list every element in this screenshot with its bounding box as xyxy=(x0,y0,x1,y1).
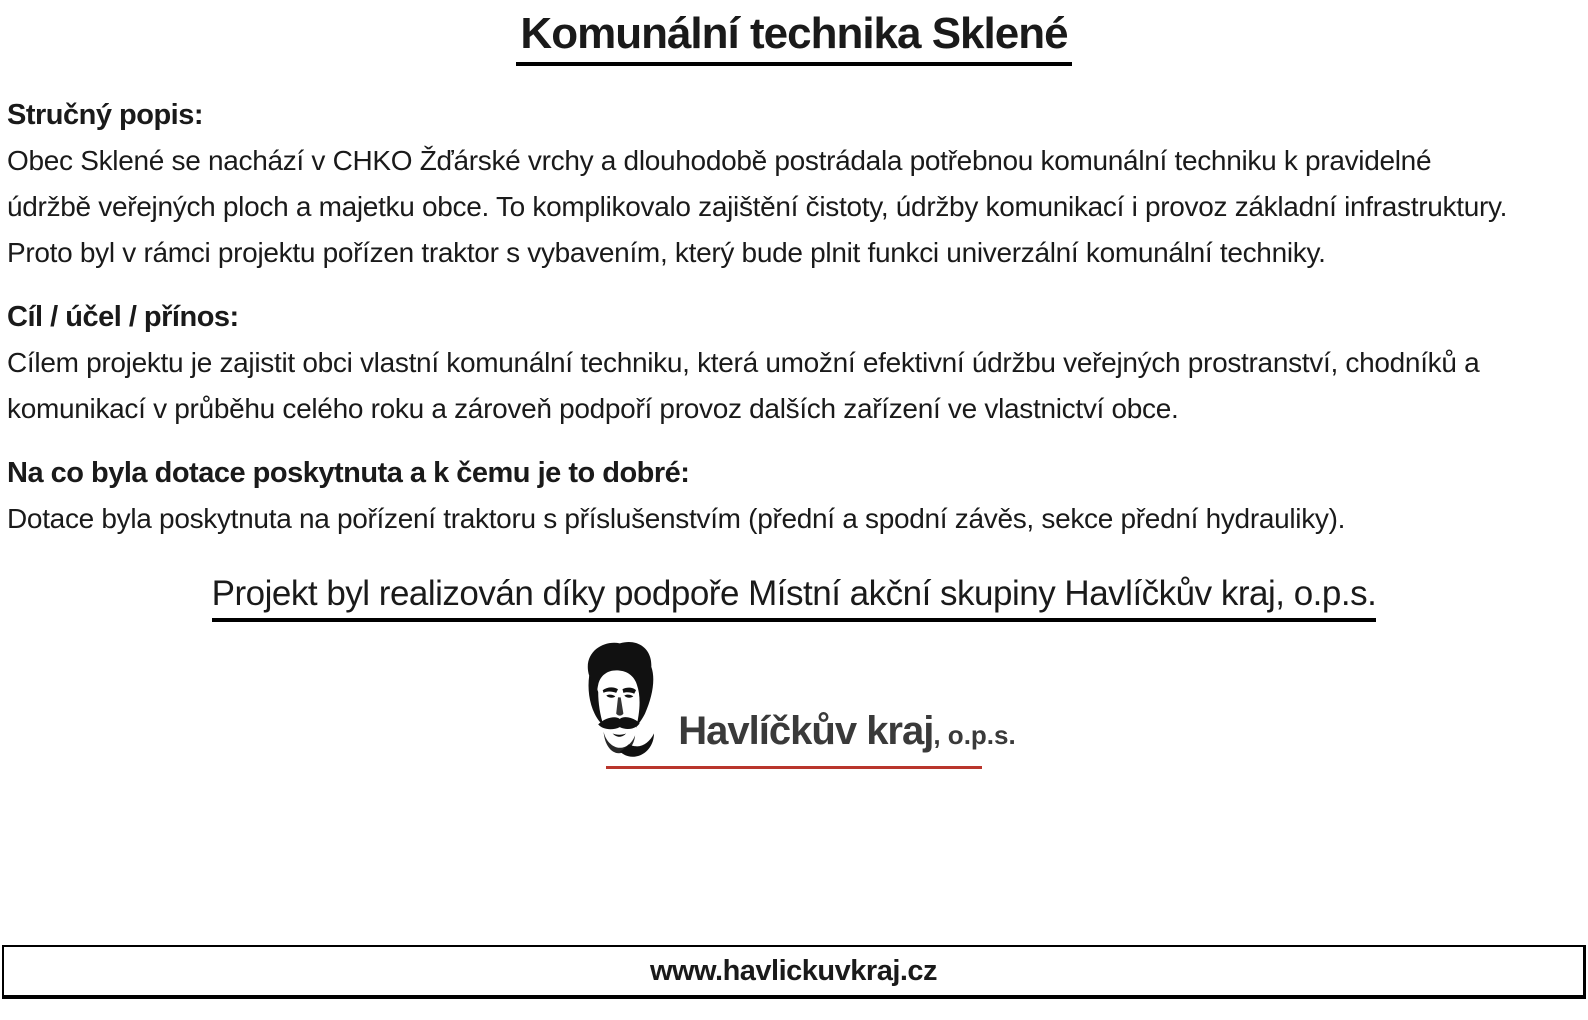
section-heading: Stručný popis: xyxy=(7,99,204,132)
logo-name: Havlíčkův kraj xyxy=(678,708,934,753)
section-cil-ucel-prinos xyxy=(7,294,1522,432)
section-heading: Cíl / účel / přínos: xyxy=(7,301,239,334)
section-strucny-popis xyxy=(7,92,1522,276)
logo-wordmark xyxy=(678,709,1015,764)
footer-website-url: www.havlickuvkraj.cz xyxy=(649,954,938,987)
section-heading: Na co byla dotace poskytnuta a k čemu je to dobré: xyxy=(7,457,690,490)
section-dotace xyxy=(7,450,1522,542)
havlicek-portrait-icon xyxy=(572,638,664,764)
logo-red-underline xyxy=(606,766,982,769)
page-title: Komunální technika Sklené xyxy=(516,10,1071,66)
support-area xyxy=(0,574,1588,621)
title-area xyxy=(0,10,1588,66)
logo-row xyxy=(572,638,1015,764)
section-paragraph: Cílem projektu je zajistit obci vlastní komunální techniku, která umožní efektivní údržbu veřejných prostranství, chodníků a komunikací v průběhu celého roku a zároveň podpoří provoz dalších zařízení ve vlastnictví obce. xyxy=(7,347,1480,425)
footer-bar xyxy=(2,945,1586,999)
logo-suffix: , o.p.s. xyxy=(933,719,1016,750)
section-paragraph: Obec Sklené se nachází v CHKO Žďárské vrchy a dlouhodobě postrádala potřebnou komunální techniku k pravidelné údržbě veřejných ploch a majetku obce. To komplikovalo zajištění čistoty, údržby komunikací i provoz základní infrastruktury. Proto byl v rámci projektu pořízen traktor s vybavením, který bude plnit funkci univerzální komunální techniky. xyxy=(7,145,1508,269)
document-body xyxy=(0,66,1588,560)
section-paragraph: Dotace byla poskytnuta na pořízení traktoru s příslušenstvím (přední a spodní závěs, sekce přední hydrauliky). xyxy=(7,503,1346,535)
havlickuv-kraj-logo xyxy=(0,638,1588,769)
support-statement: Projekt byl realizován díky podpoře Místní akční skupiny Havlíčkův kraj, o.p.s. xyxy=(212,574,1377,621)
